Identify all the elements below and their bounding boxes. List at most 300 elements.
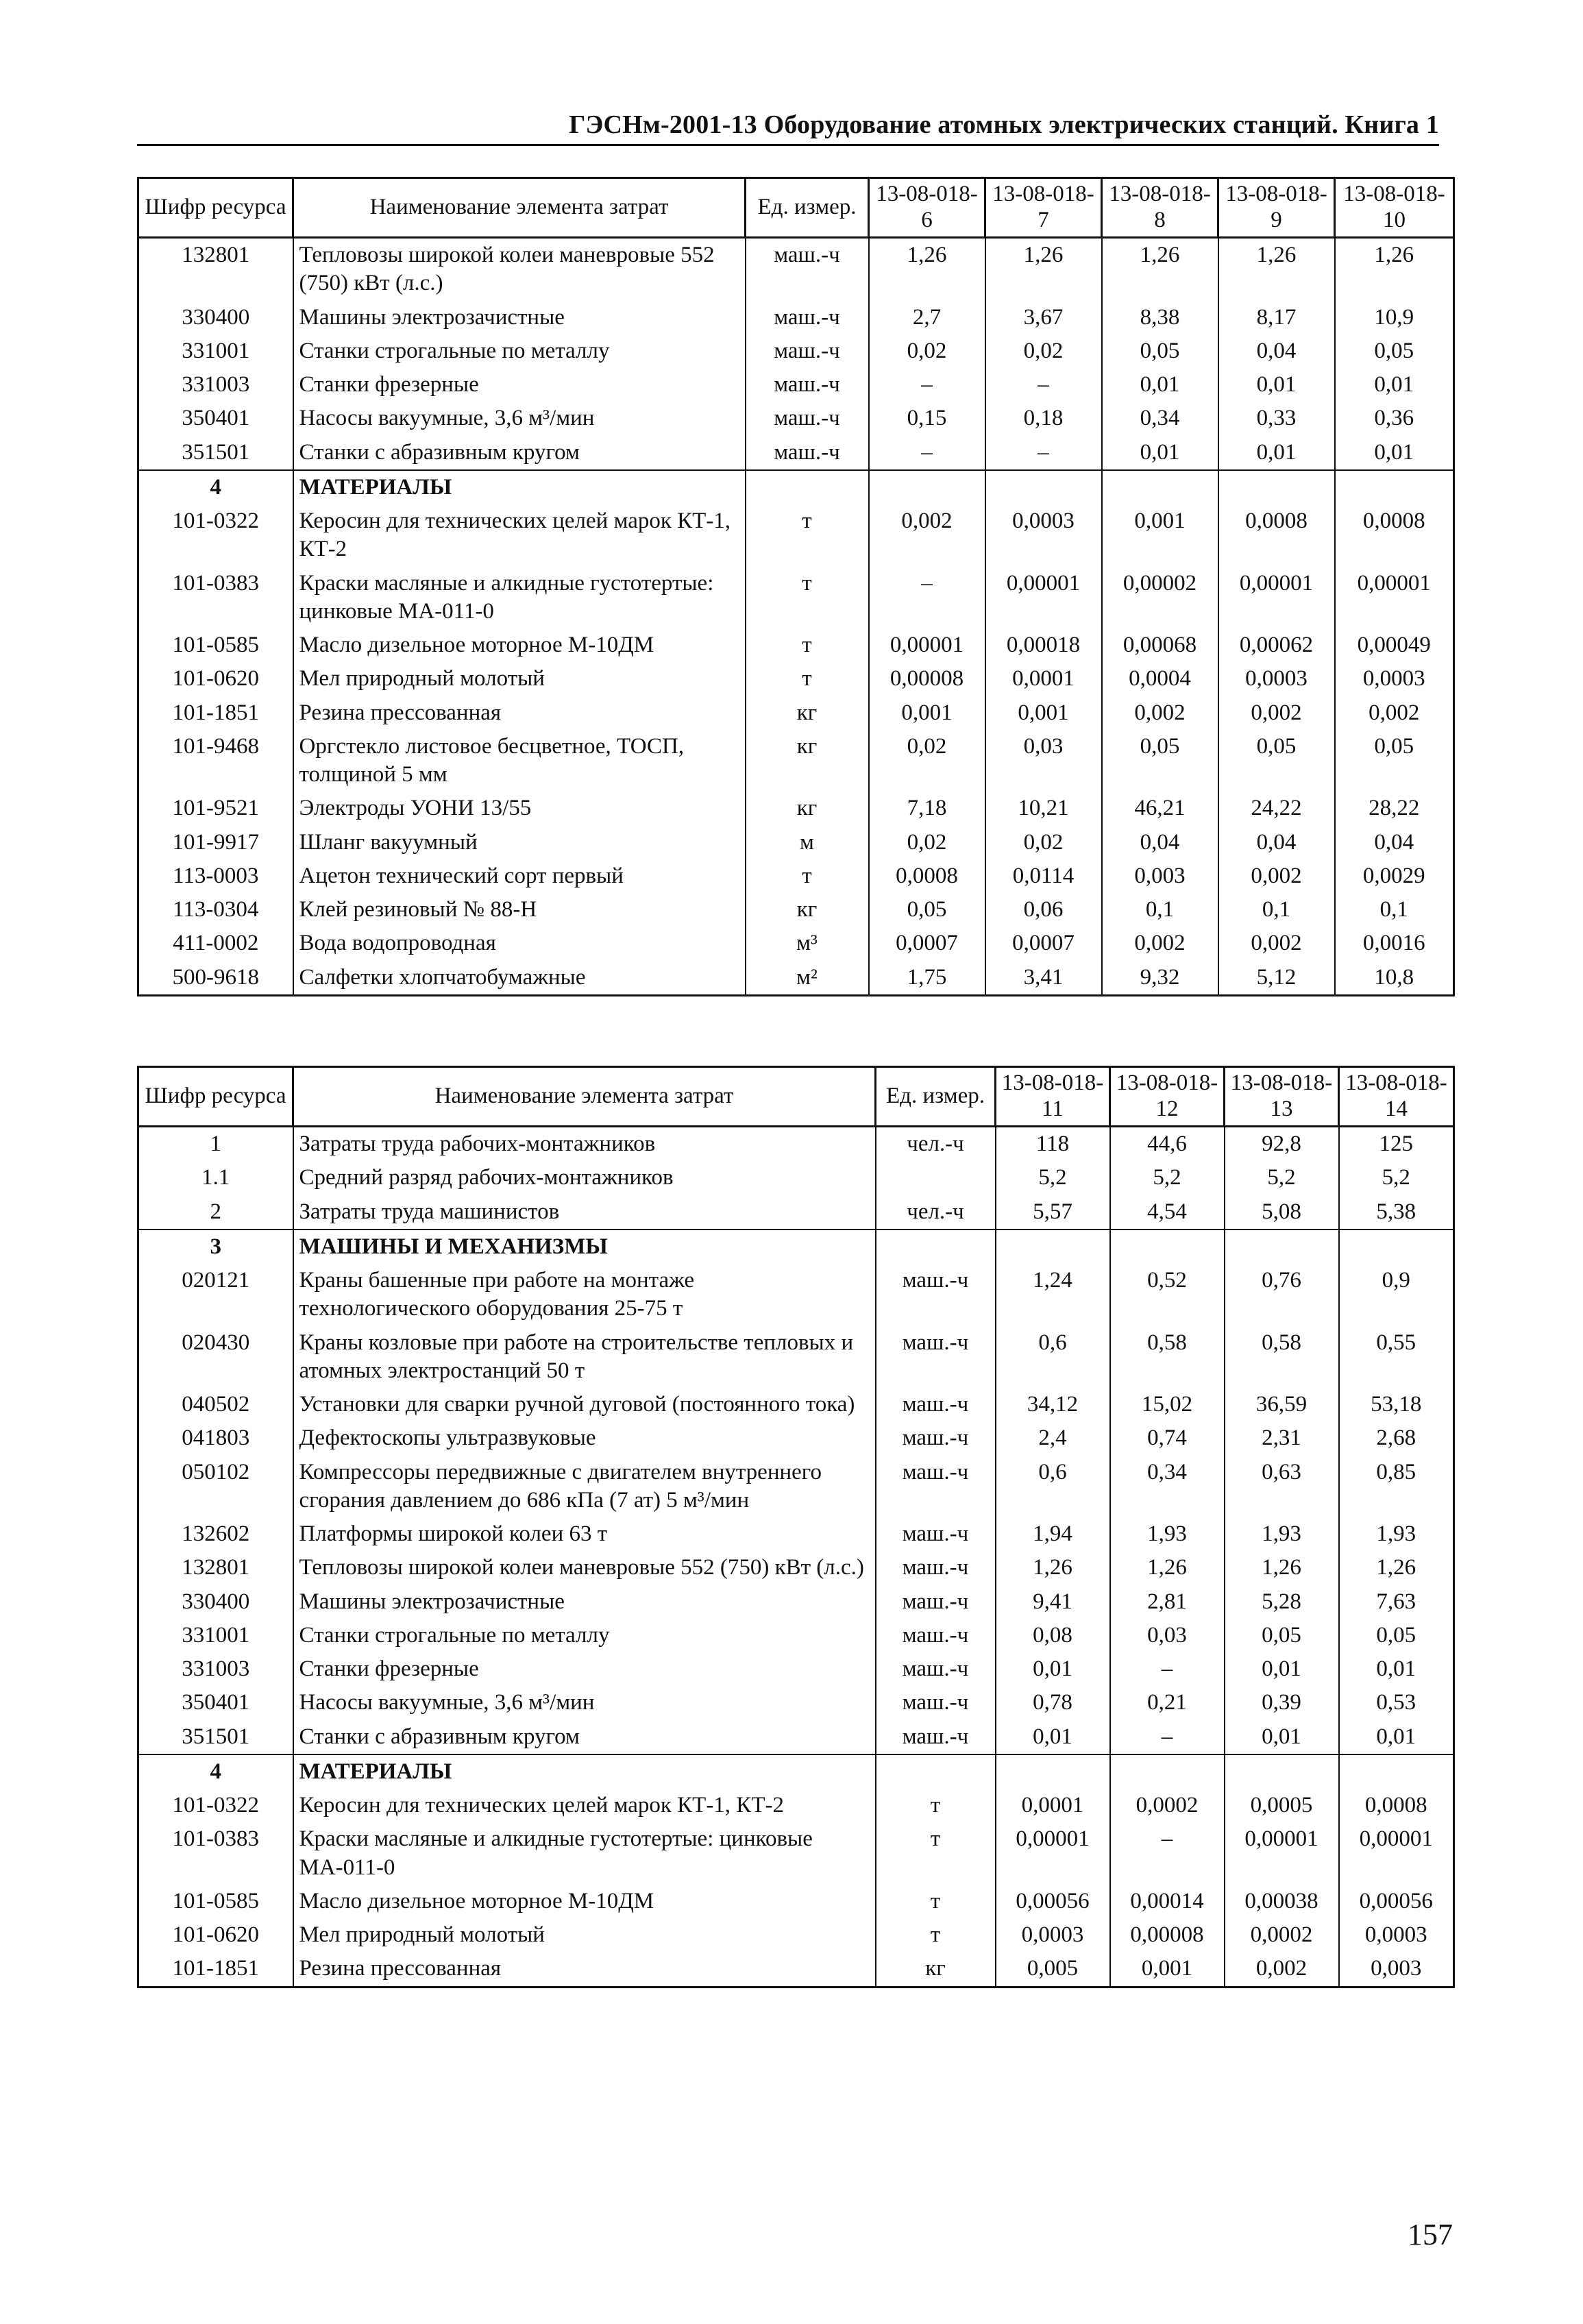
value-cell: 0,05 <box>1102 334 1218 368</box>
unit-cell: маш.-ч <box>876 1388 996 1421</box>
resource-name: Ацетон технический сорт первый <box>293 859 746 893</box>
value-cell: 34,12 <box>996 1388 1110 1421</box>
unit-cell: маш.-ч <box>876 1421 996 1455</box>
resource-code: 132602 <box>138 1517 293 1551</box>
unit-cell: маш.-ч <box>746 402 869 435</box>
resource-code: 331001 <box>138 334 293 368</box>
value-cell: 0,05 <box>1335 730 1454 792</box>
unit-cell: маш.-ч <box>746 334 869 368</box>
value-cell: – <box>1110 1822 1225 1885</box>
value-cell: 0,0114 <box>985 859 1102 893</box>
value-cell: 53,18 <box>1339 1388 1454 1421</box>
value-cell: 0,0001 <box>996 1789 1110 1822</box>
value-cell: 4,54 <box>1110 1195 1225 1230</box>
resource-name: МАТЕРИАЛЫ <box>293 470 746 504</box>
value-cell: 9,41 <box>996 1585 1110 1619</box>
value-cell: 7,63 <box>1339 1585 1454 1619</box>
value-cell: 10,21 <box>985 792 1102 825</box>
value-cell: – <box>869 567 985 629</box>
table-2-body <box>138 1127 1454 1987</box>
value-cell: 10,9 <box>1335 301 1454 334</box>
value-cell: 0,1 <box>1218 893 1335 927</box>
resource-code: 330400 <box>138 1585 293 1619</box>
value-cell: 2,7 <box>869 301 985 334</box>
resource-code: 040502 <box>138 1388 293 1421</box>
value-cell: 0,0007 <box>985 927 1102 960</box>
unit-cell: маш.-ч <box>876 1686 996 1720</box>
value-cell: 0,00056 <box>996 1885 1110 1918</box>
table-row <box>138 1822 1454 1885</box>
unit-cell: маш.-ч <box>876 1551 996 1585</box>
table-row <box>138 1421 1454 1455</box>
resource-name: Машины электрозачистные <box>293 301 746 334</box>
resource-code: 113-0003 <box>138 859 293 893</box>
value-cell: 5,12 <box>1218 961 1335 996</box>
value-cell: 0,0001 <box>985 662 1102 696</box>
table-row <box>138 1720 1454 1754</box>
value-cell: 0,01 <box>1225 1720 1339 1754</box>
table-row <box>138 1326 1454 1389</box>
unit-cell: кг <box>746 893 869 927</box>
value-cell: 1,26 <box>996 1551 1110 1585</box>
value-cell: 0,0005 <box>1225 1789 1339 1822</box>
value-cell: – <box>1110 1720 1225 1754</box>
value-cell: 0,00008 <box>869 662 985 696</box>
value-cell: 0,05 <box>869 893 985 927</box>
value-cell: 0,00049 <box>1335 628 1454 662</box>
section-row <box>138 470 1454 504</box>
value-cell: 0,0029 <box>1335 859 1454 893</box>
value-cell: 0,9 <box>1339 1264 1454 1326</box>
resource-code: 041803 <box>138 1421 293 1455</box>
value-cell: 92,8 <box>1225 1127 1339 1162</box>
value-cell: 3,41 <box>985 961 1102 996</box>
table-row <box>138 696 1454 730</box>
resource-name: Керосин для технических целей марок КТ-1, КТ-2 <box>293 504 746 567</box>
value-cell: 5,2 <box>1225 1161 1339 1195</box>
table-row <box>138 730 1454 792</box>
resource-name: Оргстекло листовое бесцветное, ТОСП, толщиной 5 мм <box>293 730 746 792</box>
resource-name: Станки фрезерные <box>293 1652 876 1686</box>
table-row <box>138 1388 1454 1421</box>
unit-cell: маш.-ч <box>746 238 869 301</box>
table-1-body <box>138 238 1454 996</box>
unit-cell: т <box>746 628 869 662</box>
value-cell: 0,36 <box>1335 402 1454 435</box>
value-cell <box>1339 1230 1454 1264</box>
value-cell: – <box>985 368 1102 402</box>
value-cell: 0,01 <box>1102 436 1218 470</box>
resource-code: 101-0322 <box>138 1789 293 1822</box>
resource-code: 101-0322 <box>138 504 293 567</box>
resource-code: 411-0002 <box>138 927 293 960</box>
value-cell: 0,001 <box>1110 1952 1225 1987</box>
value-cell: 0,05 <box>1225 1619 1339 1652</box>
unit-cell: т <box>746 859 869 893</box>
resource-name: Резина прессованная <box>293 696 746 730</box>
value-cell: 0,58 <box>1225 1326 1339 1389</box>
resource-name: Насосы вакуумные, 3,6 м³/мин <box>293 1686 876 1720</box>
value-cell: 2,31 <box>1225 1421 1339 1455</box>
unit-cell: маш.-ч <box>746 436 869 470</box>
unit-cell: маш.-ч <box>746 301 869 334</box>
value-cell: 2,4 <box>996 1421 1110 1455</box>
resource-name: Затраты труда рабочих-монтажников <box>293 1127 876 1162</box>
value-cell: 1,26 <box>1225 1551 1339 1585</box>
column-header: Шифр ресурса <box>138 178 293 238</box>
value-cell: 1,93 <box>1339 1517 1454 1551</box>
value-cell: 0,02 <box>985 826 1102 859</box>
column-header: Ед. измер. <box>746 178 869 238</box>
resource-code: 113-0304 <box>138 893 293 927</box>
value-cell: 0,34 <box>1102 402 1218 435</box>
resource-name: Станки фрезерные <box>293 368 746 402</box>
column-header: 13-08-018-7 <box>985 178 1102 238</box>
value-cell: 10,8 <box>1335 961 1454 996</box>
value-cell: 0,0016 <box>1335 927 1454 960</box>
resource-name: Тепловозы широкой колеи маневровые 552 (750) кВт (л.с.) <box>293 1551 876 1585</box>
value-cell <box>985 470 1102 504</box>
column-header: 13-08-018-6 <box>869 178 985 238</box>
value-cell: 0,39 <box>1225 1686 1339 1720</box>
unit-cell <box>876 1161 996 1195</box>
resource-code: 101-0620 <box>138 1918 293 1952</box>
resource-code: 020430 <box>138 1326 293 1389</box>
table-row <box>138 927 1454 960</box>
resource-name: Салфетки хлопчатобумажные <box>293 961 746 996</box>
resource-name: Краски масляные и алкидные густотертые: цинковые МА-011-0 <box>293 567 746 629</box>
value-cell: 0,05 <box>1335 334 1454 368</box>
resource-name: Резина прессованная <box>293 1952 876 1987</box>
value-cell: 0,01 <box>996 1652 1110 1686</box>
value-cell: 1,94 <box>996 1517 1110 1551</box>
value-cell: 5,08 <box>1225 1195 1339 1230</box>
unit-cell: т <box>876 1822 996 1885</box>
value-cell: 0,15 <box>869 402 985 435</box>
value-cell: 1,26 <box>985 238 1102 301</box>
value-cell: 0,6 <box>996 1456 1110 1518</box>
unit-cell: чел.-ч <box>876 1195 996 1230</box>
resource-code: 331003 <box>138 368 293 402</box>
resource-code: 350401 <box>138 402 293 435</box>
table-row <box>138 1161 1454 1195</box>
value-cell: 1,26 <box>1335 238 1454 301</box>
resource-code: 3 <box>138 1230 293 1264</box>
value-cell: 0,05 <box>1339 1619 1454 1652</box>
resource-code: 101-9468 <box>138 730 293 792</box>
value-cell: 0,0008 <box>1339 1789 1454 1822</box>
unit-cell <box>746 470 869 504</box>
value-cell: 0,00001 <box>1218 567 1335 629</box>
value-cell: 0,18 <box>985 402 1102 435</box>
value-cell: 0,02 <box>869 334 985 368</box>
resource-code: 101-0585 <box>138 1885 293 1918</box>
value-cell: 1,75 <box>869 961 985 996</box>
resource-name: Масло дизельное моторное М-10ДМ <box>293 628 746 662</box>
value-cell: 0,00001 <box>1335 567 1454 629</box>
value-cell: 0,01 <box>1335 436 1454 470</box>
value-cell: – <box>869 368 985 402</box>
value-cell <box>1110 1754 1225 1789</box>
resource-code: 050102 <box>138 1456 293 1518</box>
value-cell: 0,0003 <box>1335 662 1454 696</box>
resource-name: Дефектоскопы ультразвуковые <box>293 1421 876 1455</box>
unit-cell: м <box>746 826 869 859</box>
column-header: 13-08-018-12 <box>1110 1067 1225 1127</box>
unit-cell: т <box>876 1789 996 1822</box>
resource-name: Вода водопроводная <box>293 927 746 960</box>
column-header: Наименование элемента затрат <box>293 178 746 238</box>
resource-code: 1 <box>138 1127 293 1162</box>
table-row <box>138 1619 1454 1652</box>
table-row <box>138 826 1454 859</box>
unit-cell: маш.-ч <box>876 1326 996 1389</box>
resource-name: Машины электрозачистные <box>293 1585 876 1619</box>
value-cell: 0,002 <box>1218 859 1335 893</box>
value-cell: 0,01 <box>1339 1720 1454 1754</box>
resource-code: 4 <box>138 1754 293 1789</box>
unit-cell: маш.-ч <box>876 1720 996 1754</box>
table-row <box>138 1918 1454 1952</box>
value-cell: 0,04 <box>1102 826 1218 859</box>
resource-code: 331003 <box>138 1652 293 1686</box>
unit-cell: маш.-ч <box>876 1456 996 1518</box>
resource-name: Краны башенные при работе на монтаже технологического оборудования 25-75 т <box>293 1264 876 1326</box>
value-cell: 0,001 <box>1102 504 1218 567</box>
value-cell: 0,0003 <box>985 504 1102 567</box>
page-number: 157 <box>1408 2218 1453 2251</box>
value-cell: 24,22 <box>1218 792 1335 825</box>
table-row <box>138 368 1454 402</box>
value-cell: 0,04 <box>1218 334 1335 368</box>
column-header: 13-08-018-9 <box>1218 178 1335 238</box>
value-cell: 0,33 <box>1218 402 1335 435</box>
value-cell: 0,74 <box>1110 1421 1225 1455</box>
value-cell: 0,0003 <box>1218 662 1335 696</box>
column-header: 13-08-018-10 <box>1335 178 1454 238</box>
table-row <box>138 662 1454 696</box>
value-cell: 0,00001 <box>996 1822 1110 1885</box>
value-cell: 0,003 <box>1339 1952 1454 1987</box>
table-1-header-row <box>138 178 1454 238</box>
unit-cell: т <box>746 567 869 629</box>
value-cell: 1,26 <box>1110 1551 1225 1585</box>
resource-name: Краны козловые при работе на строительстве тепловых и атомных электростанций 50 т <box>293 1326 876 1389</box>
table-row <box>138 436 1454 470</box>
value-cell: 0,00014 <box>1110 1885 1225 1918</box>
table-row <box>138 628 1454 662</box>
value-cell: 0,21 <box>1110 1686 1225 1720</box>
resource-code: 132801 <box>138 1551 293 1585</box>
value-cell <box>1102 470 1218 504</box>
table-row <box>138 238 1454 301</box>
table-row <box>138 1551 1454 1585</box>
value-cell: 0,1 <box>1102 893 1218 927</box>
table-row <box>138 1585 1454 1619</box>
table-row <box>138 1652 1454 1686</box>
table-row <box>138 504 1454 567</box>
value-cell: 0,001 <box>869 696 985 730</box>
resource-code: 101-0383 <box>138 1822 293 1885</box>
table-row <box>138 1456 1454 1518</box>
resource-name: Клей резиновый № 88-Н <box>293 893 746 927</box>
value-cell: 2,68 <box>1339 1421 1454 1455</box>
value-cell: 5,2 <box>996 1161 1110 1195</box>
value-cell: 5,38 <box>1339 1195 1454 1230</box>
page-header <box>137 110 1439 146</box>
resource-code: 101-0585 <box>138 628 293 662</box>
value-cell: 0,0008 <box>869 859 985 893</box>
value-cell: 0,03 <box>985 730 1102 792</box>
unit-cell: кг <box>746 730 869 792</box>
value-cell: 0,04 <box>1335 826 1454 859</box>
value-cell: 1,26 <box>1218 238 1335 301</box>
unit-cell <box>876 1754 996 1789</box>
value-cell: 5,57 <box>996 1195 1110 1230</box>
table-row <box>138 1885 1454 1918</box>
value-cell: 0,76 <box>1225 1264 1339 1326</box>
value-cell: 118 <box>996 1127 1110 1162</box>
value-cell: – <box>1110 1652 1225 1686</box>
value-cell: 0,002 <box>1102 927 1218 960</box>
table-row <box>138 334 1454 368</box>
resource-code: 2 <box>138 1195 293 1230</box>
value-cell: 0,0003 <box>1339 1918 1454 1952</box>
section-row <box>138 1754 1454 1789</box>
section-row <box>138 1230 1454 1264</box>
table-2-header-row <box>138 1067 1454 1127</box>
table-row <box>138 1517 1454 1551</box>
value-cell: 0,04 <box>1218 826 1335 859</box>
value-cell <box>1218 470 1335 504</box>
value-cell <box>869 470 985 504</box>
value-cell: 0,00001 <box>869 628 985 662</box>
value-cell: 0,58 <box>1110 1326 1225 1389</box>
unit-cell <box>876 1230 996 1264</box>
value-cell: 0,01 <box>1339 1652 1454 1686</box>
resource-code: 020121 <box>138 1264 293 1326</box>
column-header: Наименование элемента затрат <box>293 1067 876 1127</box>
resource-name: МАТЕРИАЛЫ <box>293 1754 876 1789</box>
value-cell: 8,38 <box>1102 301 1218 334</box>
value-cell: 36,59 <box>1225 1388 1339 1421</box>
resource-code: 330400 <box>138 301 293 334</box>
table-row <box>138 567 1454 629</box>
value-cell: 0,00001 <box>1339 1822 1454 1885</box>
resource-name: Масло дизельное моторное М-10ДМ <box>293 1885 876 1918</box>
value-cell: – <box>985 436 1102 470</box>
resource-code: 101-9917 <box>138 826 293 859</box>
table-row <box>138 402 1454 435</box>
resource-name: Мел природный молотый <box>293 1918 876 1952</box>
unit-cell: кг <box>746 792 869 825</box>
value-cell: 0,05 <box>1102 730 1218 792</box>
value-cell: 0,34 <box>1110 1456 1225 1518</box>
value-cell: 0,03 <box>1110 1619 1225 1652</box>
resource-table-2 <box>137 1066 1455 1988</box>
resource-name: Станки с абразивным кругом <box>293 436 746 470</box>
resource-code: 500-9618 <box>138 961 293 996</box>
value-cell: 0,00001 <box>985 567 1102 629</box>
value-cell: 0,0003 <box>996 1918 1110 1952</box>
column-header: Шифр ресурса <box>138 1067 293 1127</box>
value-cell <box>1225 1754 1339 1789</box>
value-cell: 0,52 <box>1110 1264 1225 1326</box>
value-cell: 1,26 <box>869 238 985 301</box>
value-cell: 46,21 <box>1102 792 1218 825</box>
value-cell: 0,01 <box>1218 436 1335 470</box>
value-cell: 0,0007 <box>869 927 985 960</box>
value-cell <box>1339 1754 1454 1789</box>
value-cell: 0,6 <box>996 1326 1110 1389</box>
value-cell: 0,0002 <box>1225 1918 1339 1952</box>
resource-name: Компрессоры передвижные с двигателем внутреннего сгорания давлением до 686 кПа (7 ат) 5 м³/мин <box>293 1456 876 1518</box>
unit-cell: м² <box>746 961 869 996</box>
value-cell: 8,17 <box>1218 301 1335 334</box>
value-cell: 1,24 <box>996 1264 1110 1326</box>
resource-code: 132801 <box>138 238 293 301</box>
value-cell: 0,00038 <box>1225 1885 1339 1918</box>
value-cell: – <box>869 436 985 470</box>
column-header: 13-08-018-13 <box>1225 1067 1339 1127</box>
unit-cell: кг <box>746 696 869 730</box>
value-cell: 0,003 <box>1102 859 1218 893</box>
resource-name: Станки строгальные по металлу <box>293 1619 876 1652</box>
value-cell: 0,005 <box>996 1952 1110 1987</box>
value-cell: 0,0002 <box>1110 1789 1225 1822</box>
value-cell: 0,002 <box>869 504 985 567</box>
value-cell: 5,2 <box>1339 1161 1454 1195</box>
table-row <box>138 792 1454 825</box>
value-cell: 3,67 <box>985 301 1102 334</box>
value-cell: 0,1 <box>1335 893 1454 927</box>
column-header: Ед. измер. <box>876 1067 996 1127</box>
column-header: 13-08-018-11 <box>996 1067 1110 1127</box>
value-cell: 0,00002 <box>1102 567 1218 629</box>
resource-table-1 <box>137 177 1455 996</box>
unit-cell: маш.-ч <box>876 1619 996 1652</box>
value-cell: 1,26 <box>1339 1551 1454 1585</box>
unit-cell: кг <box>876 1952 996 1987</box>
table-row <box>138 1686 1454 1720</box>
value-cell: 0,00018 <box>985 628 1102 662</box>
resource-name: Электроды УОНИ 13/55 <box>293 792 746 825</box>
value-cell: 0,00056 <box>1339 1885 1454 1918</box>
value-cell: 0,00001 <box>1225 1822 1339 1885</box>
resource-name: Керосин для технических целей марок КТ-1, КТ-2 <box>293 1789 876 1822</box>
value-cell: 44,6 <box>1110 1127 1225 1162</box>
resource-name: Платформы широкой колеи 63 т <box>293 1517 876 1551</box>
value-cell <box>996 1230 1110 1264</box>
table-row <box>138 301 1454 334</box>
header-title: ГЭСНм-2001-13 Оборудование атомных электрических станций. Книга 1 <box>569 110 1439 139</box>
resource-name: Шланг вакуумный <box>293 826 746 859</box>
value-cell <box>1335 470 1454 504</box>
value-cell: 0,0008 <box>1335 504 1454 567</box>
value-cell: 0,002 <box>1102 696 1218 730</box>
table-row <box>138 1264 1454 1326</box>
resource-name: МАШИНЫ И МЕХАНИЗМЫ <box>293 1230 876 1264</box>
value-cell: 15,02 <box>1110 1388 1225 1421</box>
resource-code: 1.1 <box>138 1161 293 1195</box>
value-cell: 0,01 <box>996 1720 1110 1754</box>
value-cell: 0,01 <box>1225 1652 1339 1686</box>
value-cell: 2,81 <box>1110 1585 1225 1619</box>
table-row <box>138 893 1454 927</box>
value-cell: 0,002 <box>1335 696 1454 730</box>
resource-code: 4 <box>138 470 293 504</box>
value-cell <box>996 1754 1110 1789</box>
